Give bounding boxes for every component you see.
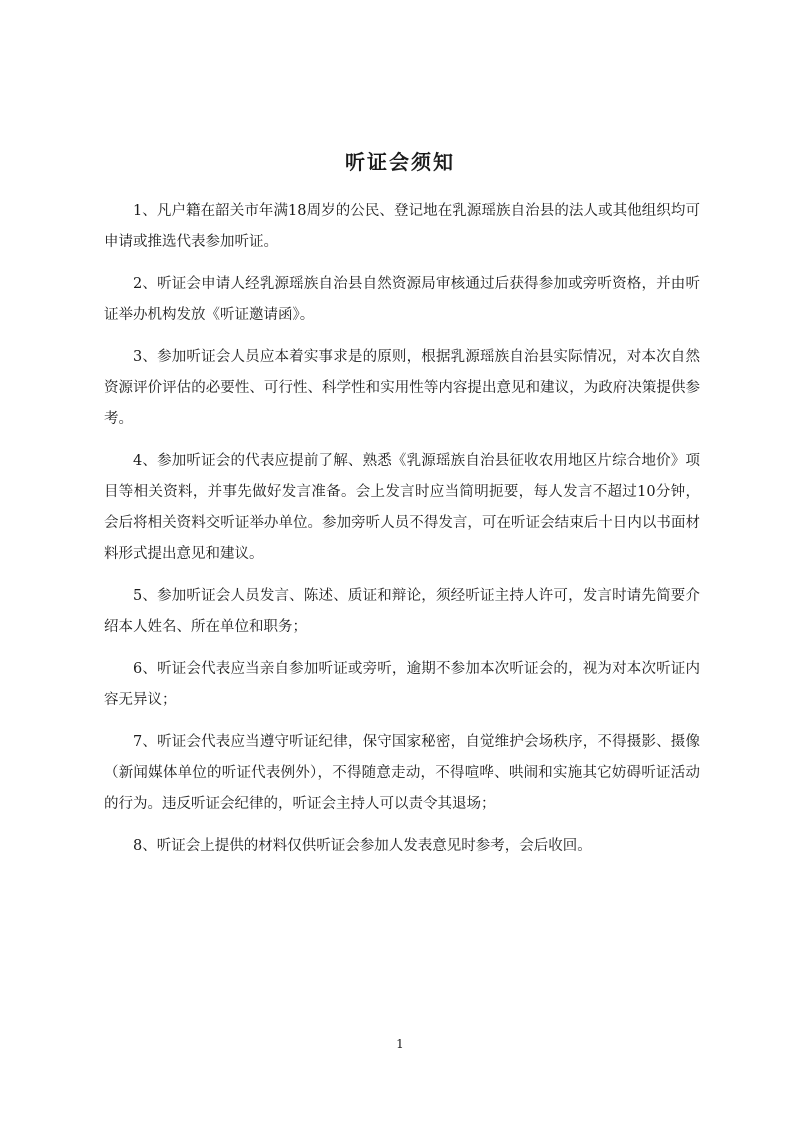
notice-item-7: 7、听证会代表应当遵守听证纪律，保守国家秘密，自觉维护会场秩序，不得摄影、摄像（新闻媒体单位的听证代表例外），不得随意走动，不得喧哗、哄闹和实施其它妨碍听证活动的行为。违反听证会纪律的，听证会主持人可以责令其退场； (104, 734, 700, 812)
notice-item-8: 8、听证会上提供的材料仅供听证会参加人发表意见时参考，会后收回。 (133, 838, 592, 854)
page-number: 1 (396, 1037, 404, 1051)
document-title: 听证会须知 (345, 150, 455, 174)
notice-item-4: 4、参加听证会的代表应提前了解、熟悉《乳源瑶族自治县征收农用地区片综合地价》项目等相关资料，并事先做好发言准备。会上发言时应当简明扼要，每人发言不超过10分钟，会后将相关资料交听证举办单位。参加旁听人员不得发言，可在听证会结束后十日内以书面材料形式提出意见和建议。 (104, 453, 700, 562)
notice-item-3: 3、参加听证会人员应本着实事求是的原则，根据乳源瑶族自治县实际情况，对本次自然资源评价评估的必要性、可行性、科学性和实用性等内容提出意见和建议，为政府决策提供参考。 (104, 349, 700, 427)
notice-item-5: 5、参加听证会人员发言、陈述、质证和辩论，须经听证主持人许可，发言时请先简要介绍本人姓名、所在单位和职务； (104, 588, 700, 635)
notice-item-1: 1、凡户籍在韶关市年满18周岁的公民、登记地在乳源瑶族自治县的法人或其他组织均可申请或推选代表参加听证。 (104, 203, 700, 250)
document-body (104, 196, 700, 873)
notice-item-6: 6、听证会代表应当亲自参加听证或旁听，逾期不参加本次听证会的，视为对本次听证内容无异议； (104, 661, 700, 708)
notice-item-2: 2、听证会申请人经乳源瑶族自治县自然资源局审核通过后获得参加或旁听资格，并由听证举办机构发放《听证邀请函》。 (104, 276, 700, 323)
